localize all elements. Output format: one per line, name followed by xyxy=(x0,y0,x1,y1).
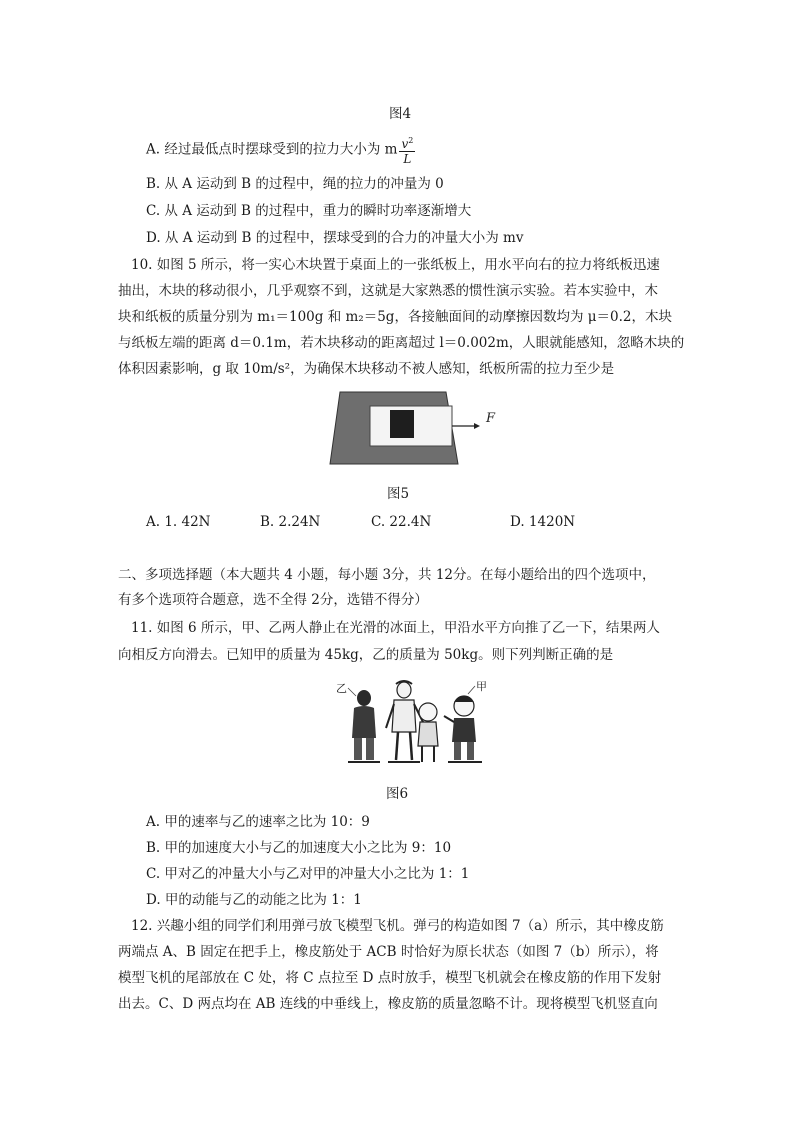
q9-option-a xyxy=(146,134,415,166)
q10-line-2: 抽出，木块的移动很小，几乎观察不到，这就是大家熟悉的惯性演示实验。若本实验中，木 xyxy=(118,283,658,299)
fig4-caption: 图4 xyxy=(389,106,412,122)
frac-denominator: L xyxy=(403,152,412,166)
q9-option-d: D. 从 A 运动到 B 的过程中，摆球受到的合力的冲量大小为 mv xyxy=(146,230,524,246)
figure-6 xyxy=(332,676,492,770)
person-tall xyxy=(386,681,424,762)
wood-block xyxy=(390,410,414,438)
q11-line-2: 向相反方向滑去。已知甲的质量为 45kg，乙的质量为 50kg。则下列判断正确的是 xyxy=(118,647,614,663)
q11-option-a: A. 甲的速率与乙的速率之比为 10：9 xyxy=(146,814,370,830)
q9-option-c: C. 从 A 运动到 B 的过程中，重力的瞬时功率逐渐增大 xyxy=(146,203,472,219)
person-jia xyxy=(444,696,482,762)
q9-option-a-text: A. 经过最低点时摆球受到的拉力大小为 m xyxy=(146,141,398,158)
fig5-caption: 图5 xyxy=(387,486,410,502)
label-yi: 乙 xyxy=(336,682,347,695)
q12-line-2: 两端点 A、B 固定在把手上，橡皮筋处于 ACB 时恰好为原长状态（如图 7（b）所示），将 xyxy=(118,944,659,960)
pointer-yi xyxy=(348,688,356,696)
q10-option-b: B. 2.24N xyxy=(260,514,321,530)
q12-line-1: 12. 兴趣小组的同学们利用弹弓放飞模型飞机。弹弓的构造如图 7（a）所示，其中橡皮筋 xyxy=(131,918,664,934)
q12-line-3: 模型飞机的尾部放在 C 处，将 C 点拉至 D 点时放手，模型飞机就会在橡皮筋的作用下发射 xyxy=(118,970,662,986)
force-arrow-head xyxy=(474,423,480,429)
q12-line-4: 出去。C、D 两点均在 AB 连线的中垂线上，橡皮筋的质量忽略不计。现将模型飞机竖直向 xyxy=(118,996,658,1012)
q10-option-d: D. 1420N xyxy=(510,514,576,530)
q9-option-b: B. 从 A 运动到 B 的过程中，绳的拉力的冲量为 0 xyxy=(146,176,444,192)
section2-line-1: 二、多项选择题（本大题共 4 小题，每小题 3分，共 12分。在每小题给出的四个选项中， xyxy=(118,567,656,583)
frac-superscript: 2 xyxy=(408,136,414,145)
pointer-jia xyxy=(468,686,475,694)
q11-option-d: D. 甲的动能与乙的动能之比为 1：1 xyxy=(146,892,362,908)
q10-line-1: 10. 如图 5 所示，将一实心木块置于桌面上的一张纸板上，用水平向右的拉力将纸板迅速 xyxy=(131,257,660,273)
force-label: F xyxy=(486,411,496,426)
frac-numerator: v xyxy=(401,137,409,151)
q11-option-c: C. 甲对乙的冲量大小与乙对甲的冲量大小之比为 1：1 xyxy=(146,866,470,882)
q11-option-b: B. 甲的加速度大小与乙的加速度大小之比为 9：10 xyxy=(146,840,452,856)
q10-line-5: 体积因素影响，g 取 10m/s²，为确保木块移动不被人感知，纸板所需的拉力至少是 xyxy=(118,361,615,377)
fig6-caption: 图6 xyxy=(386,786,409,802)
q10-line-3: 块和纸板的质量分别为 m₁＝100g 和 m₂＝5g，各接触面间的动摩擦因数均为 μ＝0.2，木块 xyxy=(118,309,672,325)
q11-line-1: 11. 如图 6 所示，甲、乙两人静止在光滑的冰面上，甲沿水平方向推了乙一下，结果两人 xyxy=(131,620,660,636)
q10-option-a: A. 1. 42N xyxy=(146,514,211,530)
figure-5 xyxy=(328,388,518,468)
person-child xyxy=(418,703,438,762)
section2-line-2: 有多个选项符合题意，选不全得 2分，选错不得分） xyxy=(118,592,428,608)
fraction-v2-over-l xyxy=(399,134,415,166)
person-yi xyxy=(348,690,380,762)
q10-line-4: 与纸板左端的距离 d＝0.1m，若木块移动的距离超过 l＝0.002m，人眼就能感知，忽略木块的 xyxy=(118,335,685,351)
q10-option-c: C. 22.4N xyxy=(371,514,432,530)
label-jia: 甲 xyxy=(476,680,487,693)
